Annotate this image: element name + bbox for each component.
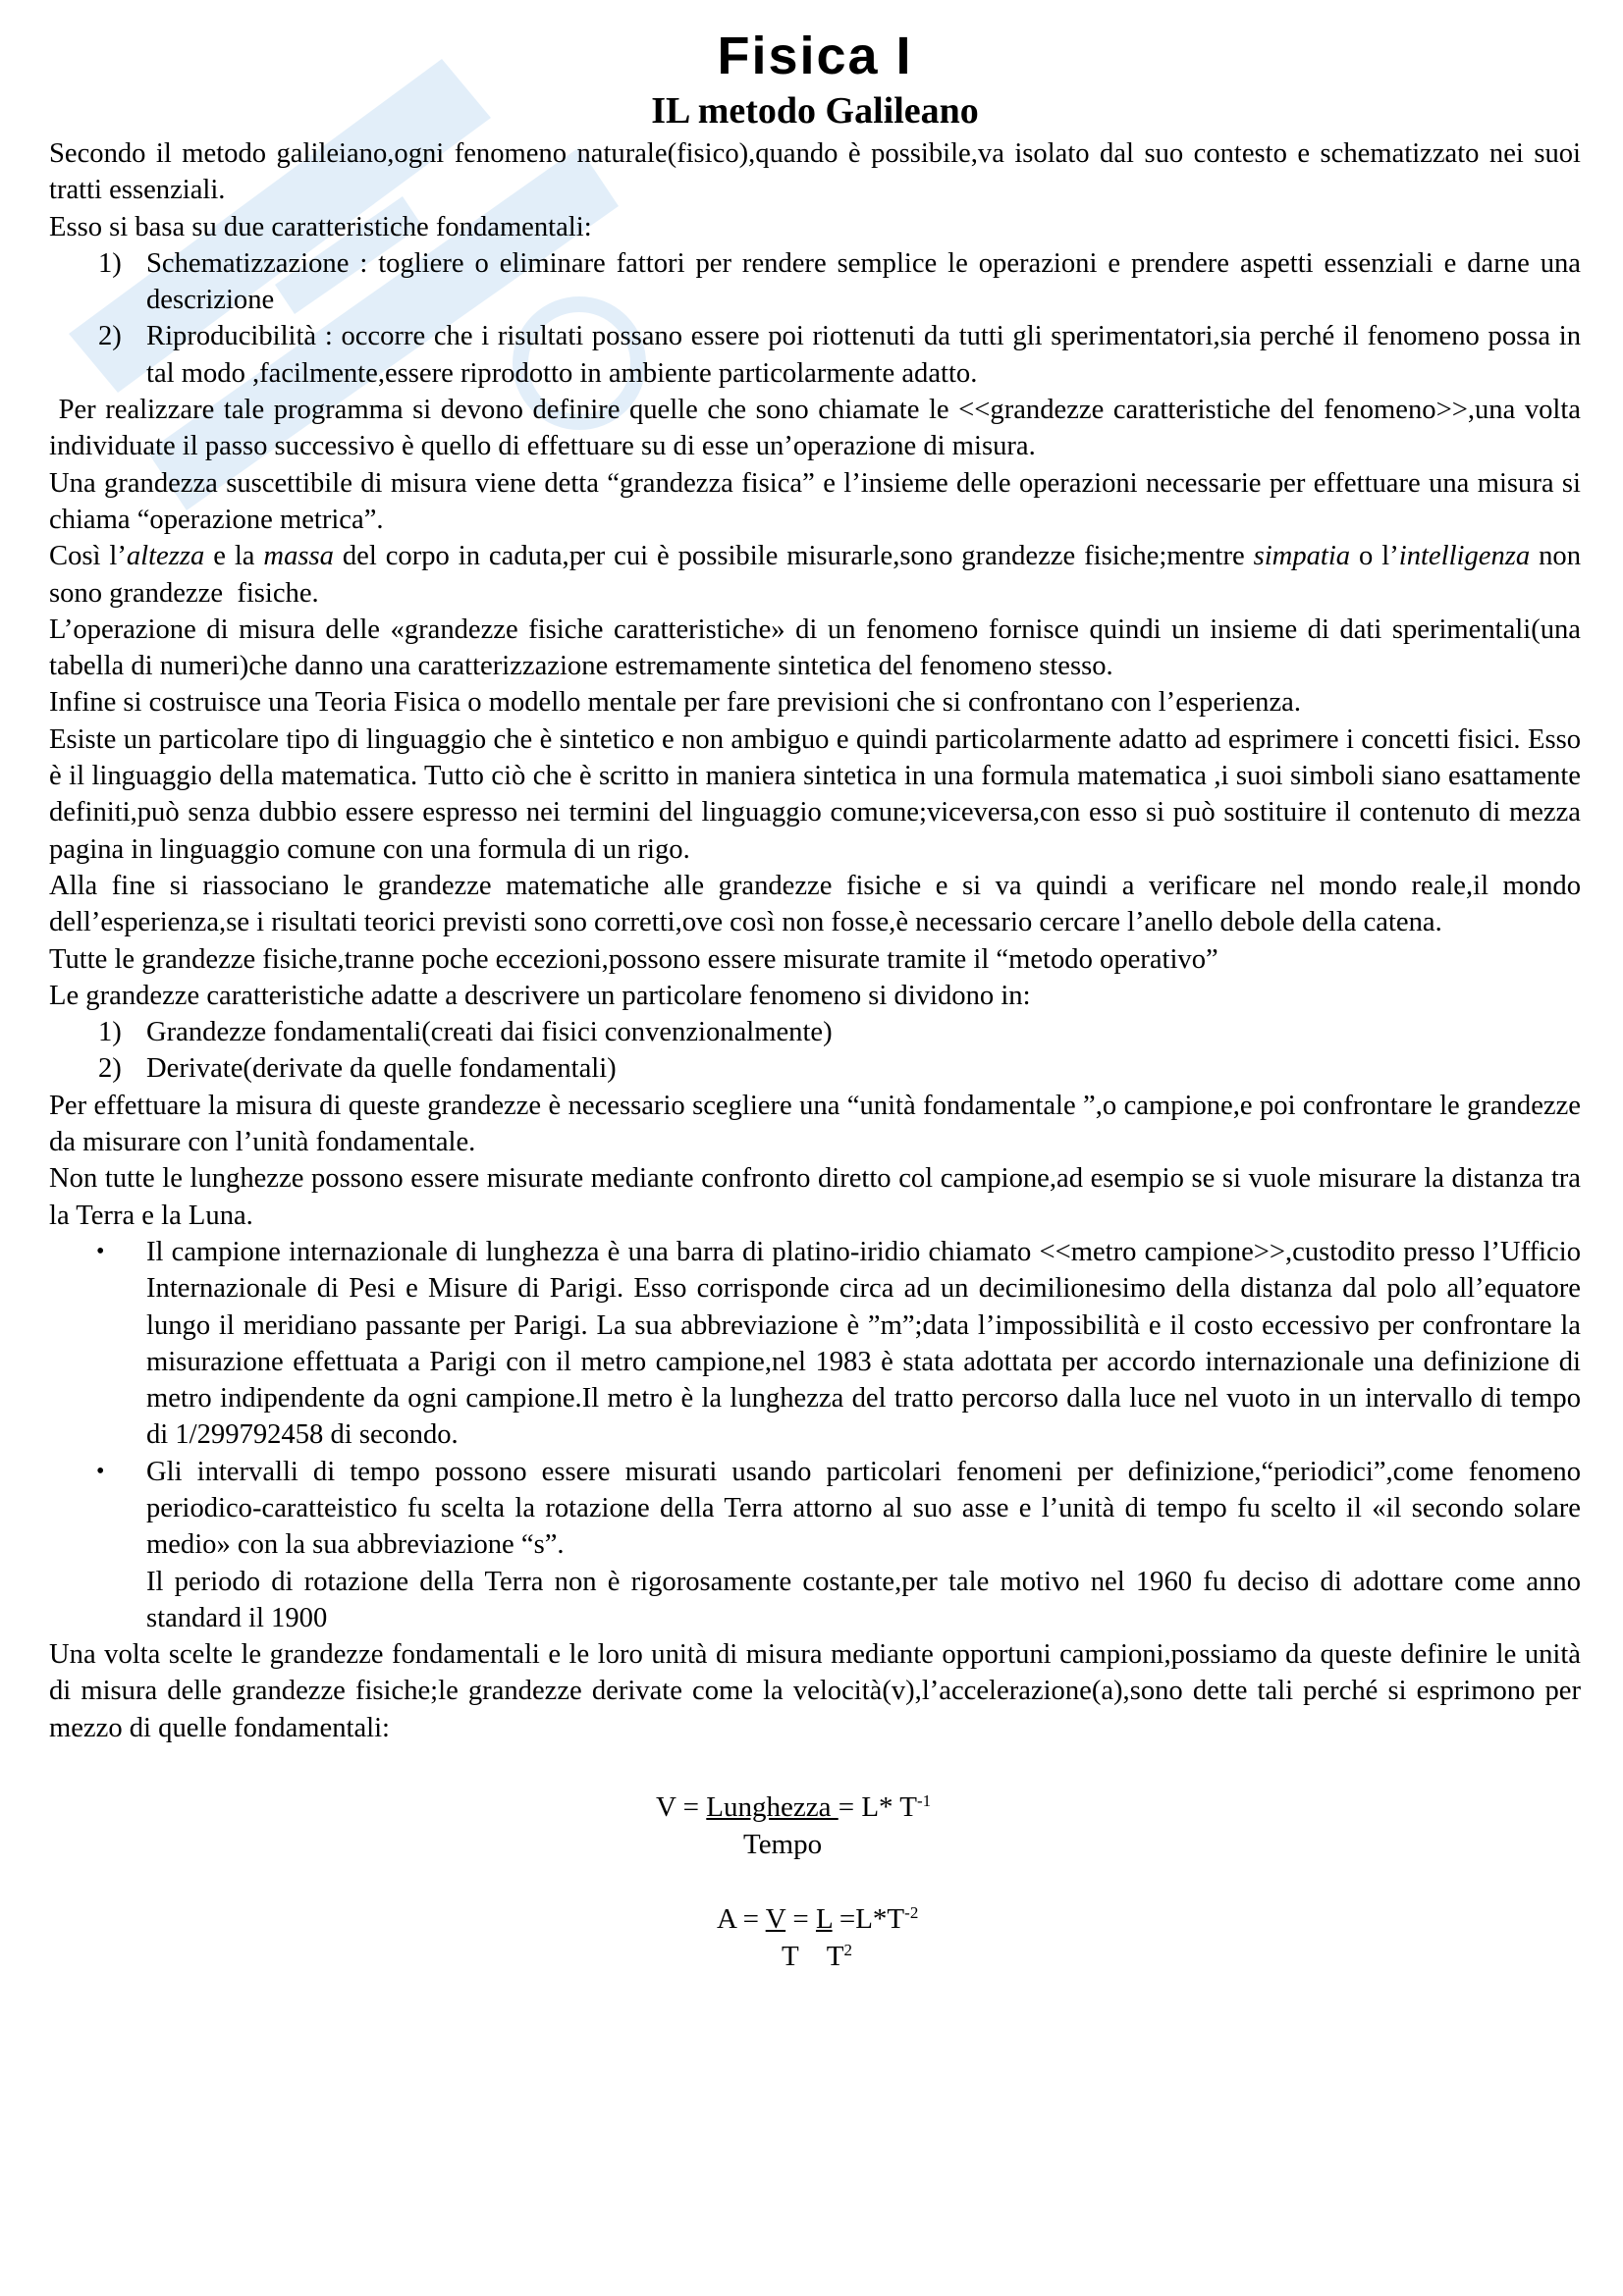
paragraph-direct-comparison: Non tutte le lunghezze possono essere misurate mediante confronto diretto col campione,ad esempio se si vuole misurare la distanza tra la Terra e la Luna. <box>49 1163 1581 1231</box>
list-number: 2) <box>98 321 122 352</box>
paragraph-unit: Per effettuare la misura di queste grandezze è necessario scegliere una “unità fondamentale ”,o campione,e poi confrontare le grandezze da misurare con l’unità fondamentale. <box>49 1090 1581 1158</box>
page-subtitle: IL metodo Galileano <box>651 90 979 132</box>
paragraph-intro: Secondo il metodo galileiano,ogni fenomeno naturale(fisico),quando è possibile,va isolato dal suo contesto e schematizzato nei suoi tratti essenziali. <box>49 138 1581 206</box>
paragraph-operative-method: Tutte le grandezze fisiche,tranne poche eccezioni,possono essere misurate tramite il “metodo operativo” <box>49 943 1218 975</box>
list-item-text: Il campione internazionale di lunghezza è una barra di platino-iridio chiamato <<metro campione>>,custodito presso l’Ufficio Internazionale di Pesi e Misure di Parigi. Esso corrisponde circa ad un decimilionesimo della distanza dal polo all’equatore lungo il meridiano passante per Parigi. La sua abbreviazione è ”m”;data l’impossibilità e il costo eccessivo per confrontare la misurazione effettuata a Parigi con il metro campione,nel 1983 è stata adottata per accordo internazionale una definizione di metro indipendente da ogni campione.Il metro è la lunghezza del tratto percorso dalla luce nel vuoto in un intervallo di tempo di 1/299792458 di secondo. <box>146 1236 1581 1451</box>
velocity-formula: V = Lunghezza = L* $T^{-1}$ <box>656 1791 932 1824</box>
quantities-list <box>49 1014 1581 1088</box>
standards-list <box>49 1234 1581 1636</box>
list-item-text-extra: Il periodo di rotazione della Terra non è rigorosamente costante,per tale motivo nel 1960 fu deciso di adottare come anno standard il 1900 <box>146 1566 1581 1633</box>
characteristics-list <box>49 245 1581 392</box>
list-item <box>49 1014 1581 1050</box>
page-title: Fisica I <box>717 27 913 85</box>
list-number: 1) <box>98 1017 122 1048</box>
document-page <box>49 24 1589 2005</box>
acceleration-formula-denominator: T $T^2$ <box>782 1941 852 1973</box>
acceleration-formula: $A = V = L =L*T^{-2}$ <box>717 1903 919 1936</box>
paragraph-measurement: L’operazione di misura delle «grandezze fisiche caratteristiche» di un fenomeno fornisce quindi un insieme di dati sperimentali(una tabella di numeri)che danno una caratterizzazione estremamente sintetica del fenomeno stesso. <box>49 614 1581 682</box>
paragraph-examples: Così l’altezza e la massa del corpo in caduta,per cui è possibile misurarle,sono grandezze fisiche;mentre simpatia o l’intelligenza non sono grandezze fisiche. <box>49 541 1589 609</box>
list-item <box>49 1454 1581 1636</box>
paragraph-derived: Una volta scelte le grandezze fondamentali e le loro unità di misura mediante opportuni campioni,possiamo da queste definire le unità di misura delle grandezze fisiche;le grandezze derivate come la velocità(v),l’accelerazione(a),sono dette tali perché si esprimono per mezzo di quelle fondamentali: <box>49 1639 1581 1743</box>
list-item <box>49 245 1581 319</box>
bullet-icon: • <box>96 1458 105 1484</box>
list-number: 2) <box>98 1053 122 1085</box>
velocity-formula-denominator: Tempo <box>743 1829 823 1861</box>
paragraph-division: Le grandezze caratteristiche adatte a descrivere un particolare fenomeno si dividono in: <box>49 980 1031 1011</box>
list-number: 1) <box>98 247 122 279</box>
paragraph-program: Per realizzare tale programma si devono definire quelle che sono chiamate le <<grandezze caratteristiche del fenomeno>>,una volta individuate il passo successivo è quello di effettuare su di esse un’operazione di misura. <box>49 395 1589 462</box>
paragraph-language: Esiste un particolare tipo di linguaggio che è sintetico e non ambiguo e quindi particolarmente adatto ad esprimere i concetti fisici. Esso è il linguaggio della matematica. Tutto ciò che è scritto in maniera sintetica in una formula matematica ,i suoi simboli siano esattamente definiti,può senza dubbio essere espresso nei termini del linguaggio comune;viceversa,con esso si può sostituire il contenuto di mezza pagina in linguaggio comune con una formula di un rigo. <box>49 723 1581 865</box>
formulas <box>49 1789 1581 2005</box>
paragraph-verification: Alla fine si riassociano le grandezze matematiche alle grandezze fisiche e si va quindi a verificare nel mondo reale,il mondo dell’esperienza,se i risultati teorici previsti sono corretti,ove così non fosse,è necessario cercare l’anello debole della catena. <box>49 870 1581 938</box>
paragraph-physical-quantity: Una grandezza suscettibile di misura viene detta “grandezza fisica” e l’insieme delle operazioni necessarie per effettuare una misura si chiama “operazione metrica”. <box>49 467 1581 535</box>
list-item <box>49 1234 1581 1454</box>
list-item-text: Derivate(derivate da quelle fondamentali) <box>146 1053 617 1085</box>
list-item <box>49 318 1581 392</box>
list-item-text: Grandezze fondamentali(creati dai fisici convenzionalmente) <box>146 1017 833 1048</box>
paragraph-theory: Infine si costruisce una Teoria Fisica o modello mentale per fare previsioni che si confrontano con l’esperienza. <box>49 687 1301 719</box>
list-item-text: Gli intervalli di tempo possono essere misurati usando particolari fenomeni per definizione,“periodici”,come fenomeno periodico-caratteistico fu scelta la rotazione della Terra attorno al suo asse e l’unità di tempo fu scelto il «il secondo solare medio» con la sua abbreviazione “s”. <box>146 1456 1581 1561</box>
list-item-text: Riproducibilità : occorre che i risultati possano essere poi riottenuti da tutti gli sperimentatori,sia perché il fenomeno possa in tal modo ,facilmente,essere riprodotto in ambiente particolarmente adatto. <box>146 321 1581 389</box>
bullet-icon: • <box>96 1238 105 1264</box>
list-item-text: Schematizzazione : togliere o eliminare fattori per rendere semplice le operazioni e prendere aspetti essenziali e darne una descrizione <box>146 247 1581 316</box>
list-item <box>49 1050 1581 1087</box>
paragraph-characteristics: Esso si basa su due caratteristiche fondamentali: <box>49 211 592 242</box>
